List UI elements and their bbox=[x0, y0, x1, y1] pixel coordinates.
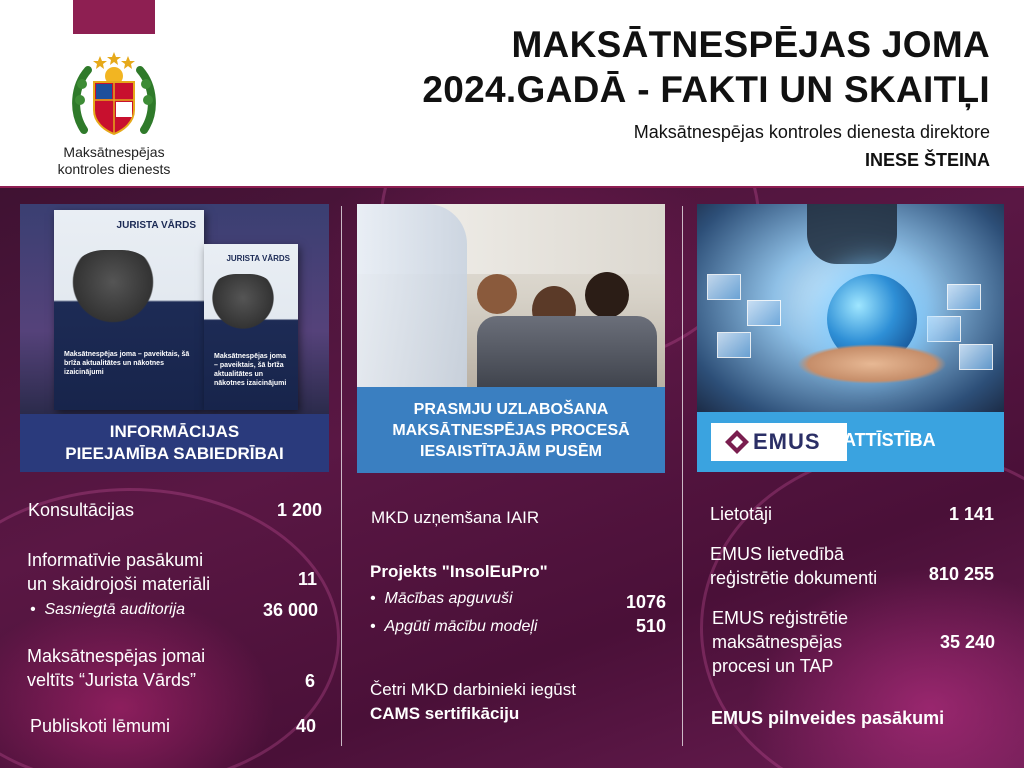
coat-of-arms-icon bbox=[70, 52, 158, 138]
project-label: Projekts "InsolEuPro" bbox=[370, 562, 548, 581]
media-tile bbox=[927, 316, 961, 342]
media-tile bbox=[717, 332, 751, 358]
proc-label-line: maksātnespējas bbox=[712, 632, 843, 652]
docs-label-line: EMUS lietvedībā bbox=[710, 544, 845, 564]
consult-value: 1 200 bbox=[276, 500, 322, 520]
magazine-cover bbox=[54, 210, 204, 410]
hand-icon bbox=[68, 250, 158, 330]
events-label-line: un skaidrojoši materiāli bbox=[27, 574, 211, 594]
audience-row bbox=[477, 316, 657, 389]
section-label-info bbox=[20, 414, 329, 472]
cams-line: Četri MKD darbinieki iegūst bbox=[370, 680, 576, 699]
jv-label bbox=[27, 644, 205, 692]
full-label: EMUS pilnveides pasākumi bbox=[711, 708, 945, 728]
media-tile bbox=[707, 274, 741, 300]
magazine-title: JURISTA VĀRDS bbox=[116, 220, 196, 231]
column-divider bbox=[682, 206, 683, 746]
bullet-icon: • bbox=[370, 618, 385, 635]
bullet-icon: • bbox=[370, 590, 385, 607]
consult-label: Konsultācijas bbox=[28, 500, 135, 520]
audience-person bbox=[477, 274, 517, 314]
modules-text: Apgūti mācību modeļi bbox=[384, 618, 538, 635]
docs-label-line: reģistrētie dokumenti bbox=[710, 568, 878, 588]
modules-value: 510 bbox=[635, 616, 666, 636]
proc-label bbox=[712, 606, 848, 678]
magazine-cover bbox=[204, 244, 298, 410]
title-line1: MAKSĀTNESPĒJAS JOMA bbox=[511, 24, 990, 65]
iair-label: MKD uzņemšana IAIR bbox=[371, 508, 540, 527]
author-name: INESE ŠTEINA bbox=[864, 150, 990, 170]
audience-value: 36 000 bbox=[262, 600, 318, 620]
emus-logo bbox=[711, 423, 847, 461]
jv-label-line: veltīts “Jurista Vārds” bbox=[27, 670, 197, 690]
label-line: PIEEJAMĪBA SABIEDRĪBAI bbox=[65, 444, 284, 463]
org-name bbox=[38, 144, 190, 178]
brand-bar bbox=[73, 0, 155, 34]
docs-label bbox=[710, 542, 877, 590]
label-line: PRASMJU UZLABOŠANA bbox=[413, 400, 609, 418]
org-name-line2: kontroles dienests bbox=[57, 161, 171, 177]
magazine-headline: Maksātnespējas joma – paveiktais, šā brīža aktualitātes un nākotnes izaicinājumi bbox=[214, 353, 287, 387]
cams-line: CAMS sertifikāciju bbox=[370, 704, 520, 723]
decisions-label: Publiskoti lēmumi bbox=[30, 716, 171, 736]
emus-diamond-icon bbox=[725, 430, 749, 454]
training-photo bbox=[357, 204, 665, 389]
section-label-skills bbox=[357, 387, 665, 473]
media-tile bbox=[947, 284, 981, 310]
users-value: 1 141 bbox=[948, 504, 994, 524]
modules-label bbox=[370, 616, 537, 638]
trained-value: 1076 bbox=[625, 592, 666, 612]
title-line2: 2024.GADĀ - FAKTI UN SKAITĻI bbox=[422, 69, 990, 110]
label-line: INFORMĀCIJAS bbox=[109, 422, 240, 441]
users-label: Lietotāji bbox=[710, 504, 773, 524]
trained-label bbox=[370, 588, 513, 610]
header bbox=[0, 0, 1024, 188]
jv-label-line: Maksātnespējas jomai bbox=[27, 646, 206, 666]
business-person bbox=[807, 204, 897, 264]
bullet-icon: • bbox=[30, 601, 45, 618]
proc-label-line: EMUS reģistrētie bbox=[712, 608, 849, 628]
magazine-title: JURISTA VĀRDS bbox=[226, 254, 290, 263]
column-divider bbox=[341, 206, 342, 746]
jv-value: 6 bbox=[304, 671, 315, 691]
trained-text: Mācības apguvuši bbox=[384, 590, 513, 607]
speaker-silhouette bbox=[357, 204, 467, 389]
media-tile bbox=[959, 344, 993, 370]
magazine-headline: Maksātnespējas joma – paveiktais, šā brīža aktualitātes un nākotnes izaicinājumi bbox=[64, 351, 190, 376]
audience-text: Sasniegtā auditorija bbox=[44, 601, 186, 618]
org-name-line1: Maksātnespējas bbox=[63, 144, 165, 160]
proc-label-line: procesi un TAP bbox=[712, 656, 834, 676]
hand-icon bbox=[208, 274, 278, 334]
events-value: 11 bbox=[297, 569, 317, 589]
events-label-line: Informatīvie pasākumi bbox=[27, 550, 204, 570]
subtitle: Maksātnespējas kontroles dienesta direktore bbox=[633, 122, 990, 142]
emus-label-text: ATTĪSTĪBA bbox=[843, 430, 936, 450]
docs-value: 810 255 bbox=[928, 564, 994, 584]
decisions-value: 40 bbox=[295, 716, 316, 736]
audience-label bbox=[30, 599, 185, 621]
emus-globe-image bbox=[697, 204, 1004, 414]
page-title bbox=[422, 22, 990, 112]
proc-value: 35 240 bbox=[939, 632, 995, 652]
hand-icon bbox=[797, 344, 947, 384]
media-tile bbox=[747, 300, 781, 326]
label-line: IESAISTĪTAJĀM PUSĒM bbox=[420, 442, 602, 460]
section-label-emus bbox=[697, 412, 1004, 472]
main-infographic bbox=[0, 188, 1024, 768]
label-line: MAKSĀTNESPĒJAS PROCESĀ bbox=[392, 421, 630, 439]
events-label bbox=[27, 548, 210, 596]
magazines-image bbox=[20, 204, 329, 416]
emus-logo-text: EMUS bbox=[753, 429, 821, 454]
cams-text bbox=[370, 678, 576, 726]
audience-person bbox=[585, 272, 629, 318]
